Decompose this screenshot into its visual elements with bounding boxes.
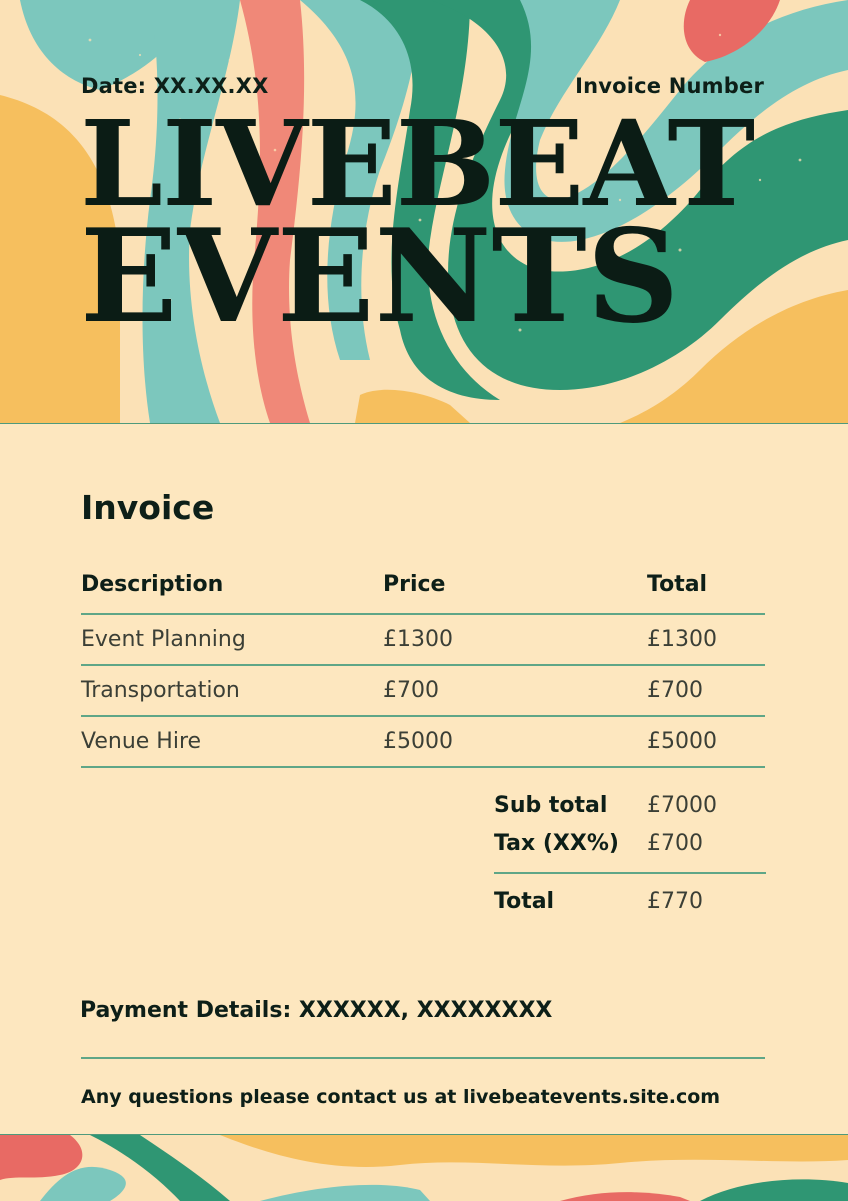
tax-value: £700 (647, 830, 703, 856)
total-value: £770 (647, 888, 703, 914)
column-header-price: Price (383, 566, 647, 614)
total-label: Total (494, 888, 555, 914)
subtotal-label: Sub total (494, 792, 608, 818)
invoice-date: Date: XX.XX.XX (81, 74, 269, 98)
contact-info: Any questions please contact us at livebeatevents.site.com (81, 1086, 721, 1108)
brand-line-1: LIVEBEAT (80, 94, 755, 233)
brand-logo (80, 94, 770, 352)
invoice-items-table (81, 566, 765, 768)
invoice-number: Invoice Number (575, 74, 764, 98)
footer-wave-art (0, 1134, 848, 1201)
totals-divider (494, 872, 766, 874)
footer-wave-shapes (0, 1135, 848, 1201)
totals-block (494, 786, 766, 920)
invoice-title: Invoice (81, 488, 215, 527)
row-price: £1300 (383, 614, 647, 665)
row-description: Transportation (81, 665, 383, 716)
footer-divider (81, 1057, 765, 1059)
row-total: £700 (647, 665, 765, 716)
column-header-description: Description (81, 566, 383, 614)
brand-line-2: EVENTS (80, 201, 680, 352)
header-banner (0, 0, 848, 424)
table-row (81, 614, 765, 665)
row-description: Venue Hire (81, 716, 383, 767)
row-total: £1300 (647, 614, 765, 665)
grand-total-row (494, 882, 766, 920)
payment-details: Payment Details: XXXXXX, XXXXXXXX (80, 998, 553, 1023)
tax-row (494, 824, 766, 862)
row-price: £700 (383, 665, 647, 716)
subtotal-row (494, 786, 766, 824)
tax-label: Tax (XX%) (494, 830, 619, 856)
row-description: Event Planning (81, 614, 383, 665)
table-row (81, 665, 765, 716)
table-row (81, 716, 765, 767)
table-header-row (81, 566, 765, 614)
row-total: £5000 (647, 716, 765, 767)
row-price: £5000 (383, 716, 647, 767)
subtotal-value: £7000 (647, 792, 717, 818)
column-header-total: Total (647, 566, 765, 614)
